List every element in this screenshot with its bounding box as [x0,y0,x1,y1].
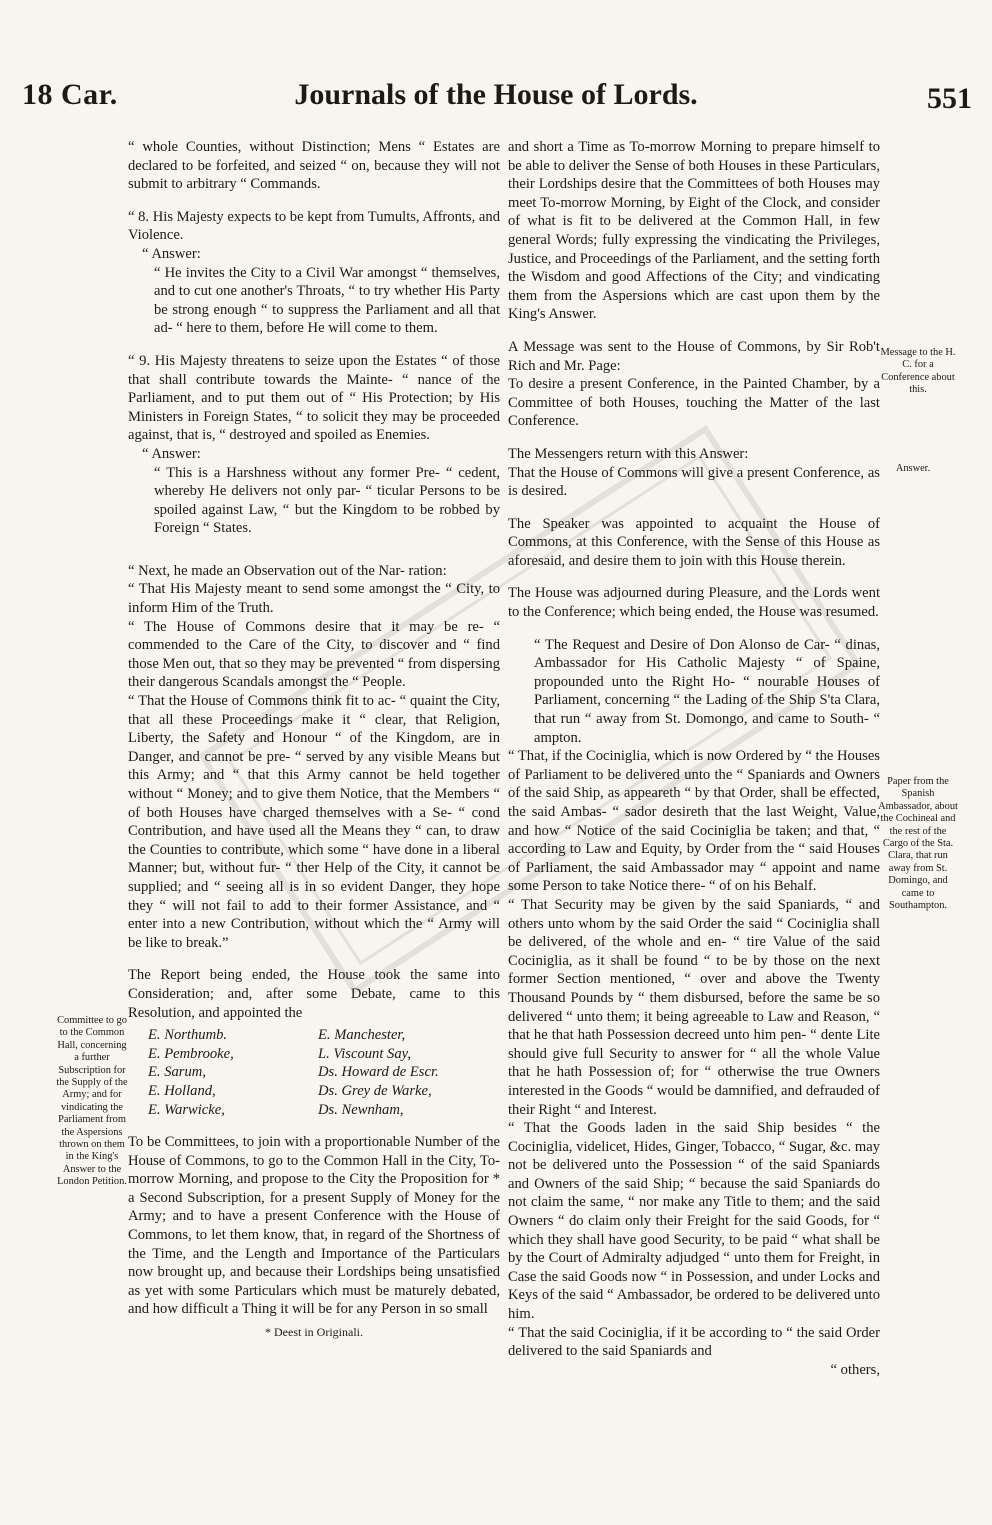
paragraph: A Message was sent to the House of Commons, by Sir Rob't Rich and Mr. Page: [508,338,880,374]
paragraph: “ That the Goods laden in the said Ship besides “ the Cociniglia, videlicet, Hides, Ginger, Tobacco, “ Sugar, &c. may not be delivered unto the Possession “ of the said Spaniards and Owners of the said Ship; “ because the said Spaniards do not claim the same, “ nor make any Title to them; and the said Owners “ do claim only their Freight for the said Goods, for “ which they shall have good Security, to be paid “ what shall be by the Court of Admiralty adjudged “ unto them for Freight, in Case the said Goods now “ in Possession, and under Locks and Keys of the said “ Ambassador, be ordered to be delivered unto him. [508,1120,880,1323]
peer-name: E. Warwicke, [148,1101,225,1118]
page-header [0,78,992,128]
paragraph: “ That Security may be given by the said Spaniards, “ and others unto whom by the said Order the said “ Cociniglia shall be delivered, of the whole and en- “ tire Value of the said Cociniglia, as it shall be found “ to be by those on the next former Section mentioned, “ over and above the Twenty Thousand Pounds by “ them disbursed, before the same be so delivered “ unto them; it being agreeable to Law and Reason, “ that he that hath Possession decreed unto him pen- “ dente Lite should give full Security to answer for “ all the whole Value that he hath Possession of; for “ otherwise the true Owners interested in the Goods “ would be damnified, and defrauded of their Right “ and Interest. [508,896,880,1118]
peer-name: E. Northumb. [148,1027,228,1044]
paragraph: “ The House of Commons desire that it may be re- “ commended to the Care of the City, to discover and “ find those Men out, that so they may be prevented “ from dispersing their dangerous Scandals amongst the “ People. [128,618,500,691]
paragraph: and short a Time as To-morrow Morning to prepare himself to be able to deliver the Sense of both Houses in these Particulars, their Lordships desire that the Committees of both Houses may meet To-morrow Morning, by Eight of the Clock, and consider of what is fit to be delivered at the Common Hall, in few general Words; fully expressing the vindicating the Privileges, Justice, and Proceedings of the Parliament, and the setting forth the Wisdom and good Affections of the City; and vindicating them from the Aspersions which are cast upon them by the King's Answer. [508,139,880,323]
paragraph: “ That His Majesty meant to send some amongst the “ City, to inform Him of the Truth. [128,581,500,617]
paragraph: “ He invites the City to a Civil War amongst “ themselves, and to cut one another's Throats, “ to try whether His Party be strong enough “ to suppress the Parliament and all that ad- “ here to them, before He will come to them. [154,264,500,337]
left-column [128,138,500,1342]
paragraph: The House was adjourned during Pleasure, and the Lords went to the Conference; which being ended, the House was resumed. [508,585,880,621]
paragraph: “ 8. His Majesty expects to be kept from Tumults, Affronts, and Violence. [128,208,500,244]
paragraph: The Speaker was appointed to acquaint the House of Commons, at this Conference, with the Sense of this House as aforesaid, and desire them to join with this House therein. [508,515,880,569]
paragraph: “ That, if the Cociniglia, which is now Ordered by “ the Houses of Parliament to be delivered unto the “ Spaniards and Owners of the said Ship, as appeareth “ by that Order, shall be effected, the said Ambas- “ sador desireth that the last Weight, Value, and how “ Notice of the said Cociniglia be taken; and that, “ according to Law and Equity, by Order from the “ said Houses of Parliament, the said Ambassador may “ appoint and name some Person to take Notice there- “ of on his Behalf. [508,748,880,895]
paragraph: “ The Request and Desire of Don Alonso de Car- “ dinas, Ambassador for His Catholic Majesty “ of Spaine, propounded unto the Right Ho- “ nourable Houses of Parliament, concerning “ the Lading of the Ship S'ta Clara, that run “ away from St. Domongo, and came to South- “ ampton. [534,636,880,746]
paragraph: “ That the House of Commons think fit to ac- “ quaint the City, that all these Proceedings make it “ clear, that Religion, Liberty, the Safety and Honour “ of the Kingdom, are in Danger, and cannot be pre- “ served by any visible Means but this Army; and “ that this Army cannot be held together without “ Money; and to give them Notice, that the Members “ of both Houses have charged themselves with a Se- “ cond Contribution, and have used all the Means they “ can, to draw the Counties to contribute, which some “ have done in a liberal Manner; but, without fur- “ ther Help of the City, it cannot be supplied; and “ seeing all is in so evident Danger, they hope they “ will not fail to add to their former Assistance, and “ enter into a new Contribution, without which the “ Army will be like to break.” [128,693,500,951]
paragraph: “ This is a Harshness without any former Pre- “ cedent, whereby He delivers not only par- “ ticular Persons to be spoiled against Law, “ but the Kingdom to be robbed by Foreign “ States. [154,464,500,537]
peer-name: Ds. Newnham, [318,1101,404,1118]
peer-name: L. Viscount Say, [318,1045,411,1062]
paragraph: “ 9. His Majesty threatens to seize upon the Estates “ of those that shall contribute towards the Mainte- “ nance of the Parliament, and to put them out of “ His Protection; by His Ministers in Foreign States, “ to solicit they may be proceeded against, that is, “ destroyed and spoiled as Enemies. [128,352,500,444]
page-number: 551 [927,82,972,115]
names-left [128,1026,318,1119]
peer-name: E. Manchester, [318,1027,406,1044]
paragraph: “ Answer: [142,245,201,262]
right-column [508,138,880,1379]
peer-name: E. Holland, [148,1082,216,1099]
peer-name: E. Pembrooke, [148,1045,234,1062]
peer-name: Ds. Grey de Warke, [318,1082,432,1099]
marginal-note-message: Message to the H. C. for a Conference about this. [880,347,956,396]
journal-title: Journals of the House of Lords. [294,78,698,111]
marginal-note-committee: Committee to go to the Common Hall, concerning a further Subscription for the Supply of the Army; and for vindicating the Parliament from the Aspersions thrown on them in the King's Answer to the London Petition. [56,1015,128,1188]
paragraph: The Report being ended, the House took the same into Consideration; and, after some Debate, came to this Resolution, and appointed the [128,967,500,1021]
committee-names [128,1026,500,1119]
paragraph: To be Committees, to join with a proportionable Number of the House of Commons, to go to the Common Hall in the City, To-morrow Morning, and propose to the City the Proposition for * a Second Subscription, for a present Supply of Money for the Army; and to have a present Conference with the House of Commons, to let them know, that, in regard of the Shortness of the Time, and the Length and Importance of the Particulars now brought up, and because their Lordships being unsatisfied as yet with some Particulars which must be maturely debated, and how difficult a Thing it will be for any Person in so small [128,1134,500,1318]
marginal-note-answer: Answer. [895,463,931,474]
paragraph: To desire a present Conference, in the Painted Chamber, by a Committee of both Houses, touching the Matter of the last Conference. [508,376,880,430]
peer-name: Ds. Howard de Escr. [318,1064,439,1081]
footnote: * Deest in Originali. [265,1325,363,1340]
paragraph: “ Next, he made an Observation out of the Nar- ration: [128,562,447,579]
paragraph: The Messengers return with this Answer: [508,445,749,462]
paragraph: “ Answer: [142,445,201,462]
names-right [318,1026,498,1119]
paragraph: That the House of Commons will give a present Conference, as is desired. [508,464,880,500]
regnal-year: 18 Car. [22,78,118,111]
paragraph: “ That the said Cociniglia, if it be according to “ the said Order delivered to the said Spaniards and [508,1324,880,1360]
marginal-note-paper: Paper from the Spanish Ambassador, about the Cochineal and the rest of the Cargo of the Sta. Clara, that run away from St. Domingo, and came to Southampton. [878,776,958,912]
paragraph: “ whole Counties, without Distinction; Mens “ Estates are declared to be forfeited, and seized “ on, because they will not submit to arbitrary “ Commands. [128,139,500,193]
peer-name: E. Sarum, [148,1064,206,1081]
catchword: “ others, [830,1361,880,1378]
